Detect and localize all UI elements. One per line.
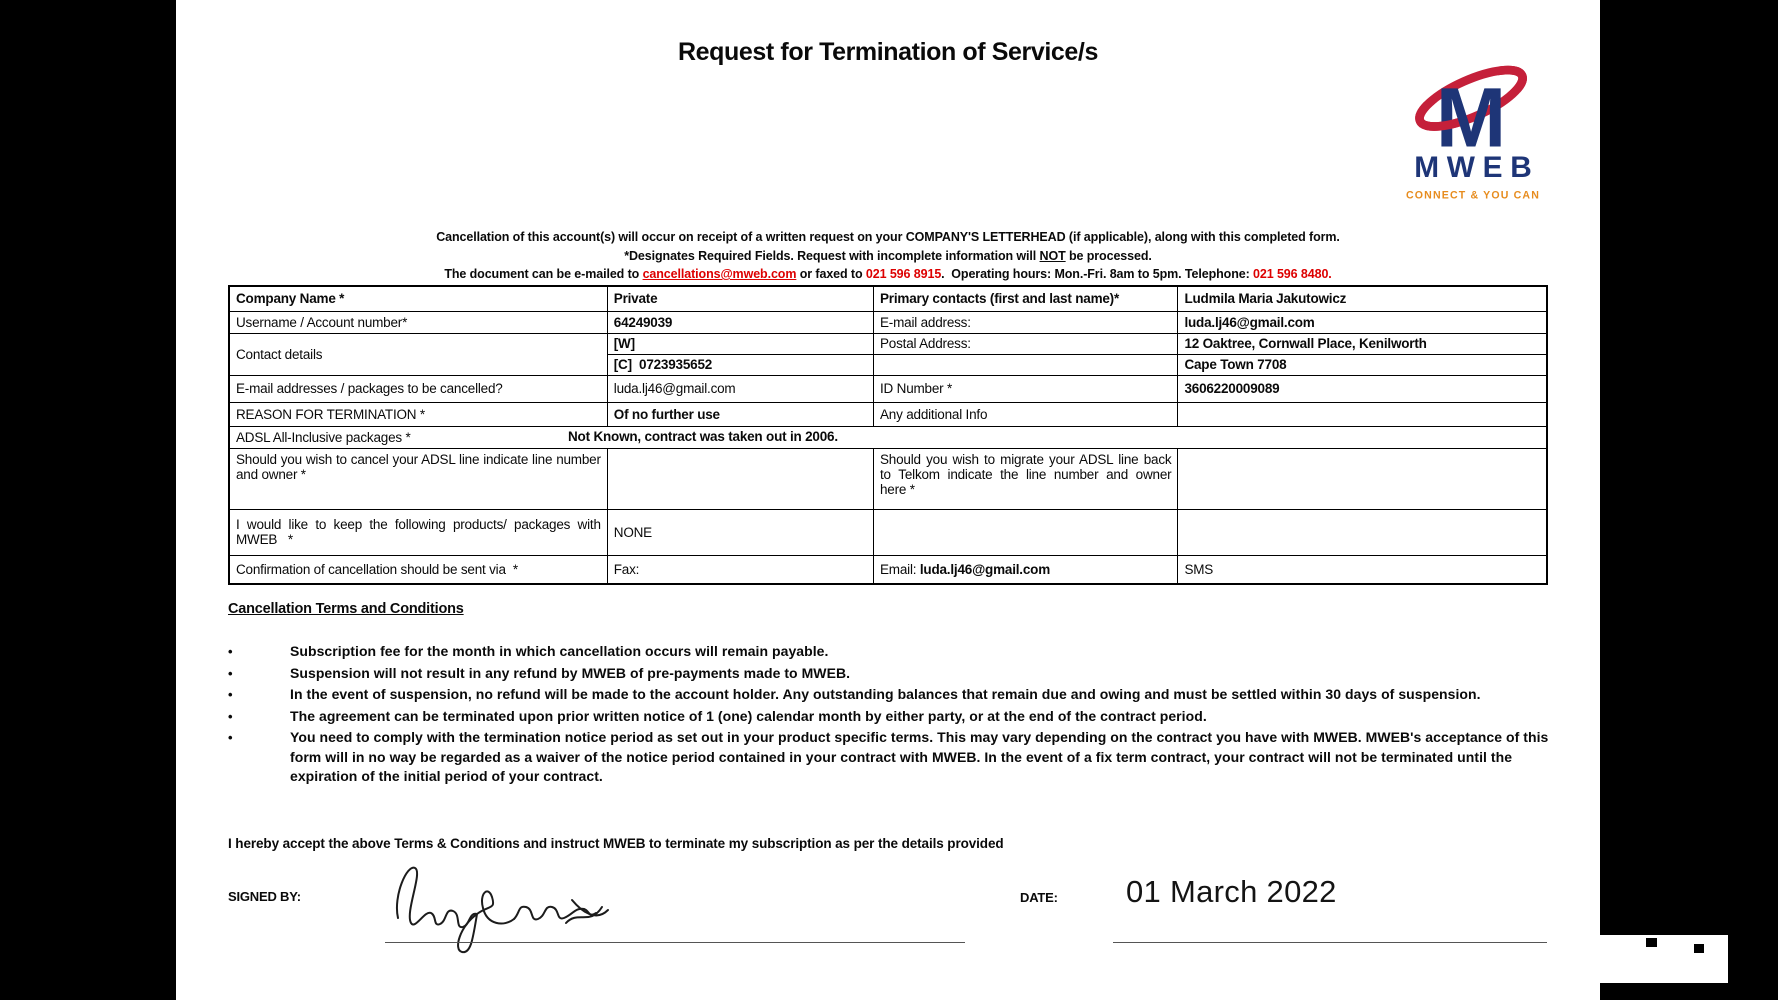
mweb-logo: [1396, 56, 1550, 206]
bullet-icon: •: [228, 730, 233, 745]
terms-bullet-text: Subscription fee for the month in which cancellation occurs will remain payable.: [290, 643, 829, 659]
cell-cancel-adsl-label: Should you wish to cancel your ADSL line indicate line number and owner *: [229, 448, 607, 509]
terms-bullet-text: You need to comply with the termination notice period as set out in your product specific terms. This may vary depending on the contract you have with MWEB. MWEB's acceptance of this form will in no way be regarded as a waiver of the notice period contained in your contract with MWEB. In the event of a fix term contract, your contract will not be terminated until the expiration of the initial period of your contract.: [290, 729, 1549, 784]
cell-confirmation-fax: Fax:: [607, 555, 873, 584]
table-row: [229, 448, 1547, 509]
cell-empty: [874, 509, 1178, 555]
cell-cancel-emails-value: luda.lj46@gmail.com: [607, 375, 873, 402]
logo-brand-text: MWEB: [1414, 151, 1540, 185]
cell-id-number-label: ID Number *: [874, 375, 1178, 402]
intro-line3-seg3: . Operating hours: Mon.-Fri. 8am to 5pm. Telephone:: [941, 267, 1254, 281]
logo-tagline: CONNECT & YOU CAN: [1405, 189, 1541, 202]
table-row: [229, 311, 1547, 333]
signed-by-label: SIGNED BY:: [228, 889, 301, 904]
bullet-icon: •: [228, 687, 233, 702]
terms-bullet-item: [228, 664, 1562, 684]
terms-heading: Cancellation Terms and Conditions: [228, 601, 464, 617]
cell-postal-address-line1: 12 Oaktree, Cornwall Place, Kenilworth: [1178, 333, 1547, 354]
adsl-packages-note: Not Known, contract was taken out in 2006.: [568, 428, 838, 444]
scanned-form-page: [176, 0, 1600, 1000]
intro-line3-seg1: The document can be e-mailed to: [444, 267, 643, 281]
intro-line3-seg2: or faxed to: [796, 267, 866, 281]
cell-cancel-emails-label: E-mail addresses / packages to be cancelled?: [229, 375, 607, 402]
table-row: [229, 402, 1547, 426]
confirmation-email-label: Email:: [880, 561, 920, 577]
cell-reason-label: REASON FOR TERMINATION *: [229, 402, 607, 426]
cell-empty: [1178, 448, 1547, 509]
cell-company-name-value: Private: [607, 286, 873, 311]
terms-bullet-item: [228, 685, 1562, 705]
signature-line: [385, 942, 965, 943]
cell-additional-info-label: Any additional Info: [874, 402, 1178, 426]
intro-line1-text: Cancellation of this account(s) will occur on receipt of a written request on your COMPANY'S LETTERHEAD (if applicable), along with this completed form.: [436, 230, 1340, 244]
cell-migrate-adsl-label: Should you wish to migrate your ADSL line back to Telkom indicate the line number and owner here *: [874, 448, 1178, 509]
cell-postal-address-label: Postal Address:: [874, 333, 1178, 354]
cell-empty: [874, 354, 1178, 375]
cell-empty: [607, 448, 873, 509]
termination-form-table: [228, 285, 1548, 585]
date-line: [1113, 942, 1547, 943]
terms-bullet-text: In the event of suspension, no refund will be made to the account holder. Any outstanding balances that remain due and owing and must be settled within 30 days of suspension.: [290, 686, 1481, 702]
cell-email-label: E-mail address:: [874, 311, 1178, 333]
cell-empty: [1178, 402, 1547, 426]
terms-bullet-text: Suspension will not result in any refund by MWEB of pre-payments made to MWEB.: [290, 664, 851, 681]
cell-confirmation-email: [874, 555, 1178, 584]
cell-adsl-packages: [229, 426, 1547, 448]
acceptance-statement: I hereby accept the above Terms & Conditions and instruct MWEB to terminate my subscription as per the details provided: [228, 836, 1004, 851]
table-row: [229, 555, 1547, 584]
intro-line2-not: NOT: [1039, 248, 1066, 263]
terms-bullet-item: [228, 728, 1562, 787]
cell-username-label: Username / Account number*: [229, 311, 607, 333]
intro-line2-pre: *Designates Required Fields. Request with incomplete information will: [624, 248, 1040, 263]
terms-bullet-item: [228, 707, 1562, 727]
terms-section: [228, 601, 1562, 789]
table-row: [229, 375, 1547, 402]
cell-contact-details-label: Contact details: [229, 333, 607, 375]
intro-line-1: [176, 228, 1600, 247]
cell-reason-value: Of no further use: [607, 402, 873, 426]
cell-keep-products-label: I would like to keep the following products/ packages with MWEB *: [229, 509, 607, 555]
cell-primary-contact-value: Ludmila Maria Jakutowicz: [1178, 286, 1547, 311]
cell-contact-work: [W]: [607, 333, 873, 354]
overlay-fragment: [1600, 935, 1728, 983]
terms-bullet-item: [228, 642, 1562, 662]
bullet-icon: •: [228, 644, 233, 659]
cancellations-email-text: cancellations@mweb.com: [642, 267, 797, 281]
overlay-speck: [1694, 944, 1704, 953]
date-value: 01 March 2022: [1126, 874, 1337, 909]
cell-confirmation-label: Confirmation of cancellation should be sent via *: [229, 555, 607, 584]
table-row: [229, 509, 1547, 555]
fax-number-text: 021 596 8915: [865, 267, 942, 281]
cell-id-number-value: 3606220009089: [1178, 375, 1547, 402]
cell-keep-products-value: NONE: [607, 509, 873, 555]
table-row: [229, 333, 1547, 354]
logo-monogram: M: [1435, 69, 1507, 165]
date-label: DATE:: [1020, 890, 1058, 905]
overlay-speck: [1646, 938, 1657, 947]
confirmation-email-value: luda.lj46@gmail.com: [919, 561, 1051, 577]
table-row: [229, 286, 1547, 311]
cell-company-name-label: Company Name *: [229, 286, 607, 311]
page-title: Request for Termination of Service/s: [678, 38, 1098, 66]
cell-postal-address-line2: Cape Town 7708: [1178, 354, 1547, 375]
adsl-packages-label: ADSL All-Inclusive packages *: [236, 429, 411, 445]
cell-username-value: 64249039: [607, 311, 873, 333]
cell-contact-cell: [C] 0723935652: [607, 354, 873, 375]
intro-line2-post: be processed.: [1065, 248, 1152, 263]
terms-bullet-text: The agreement can be terminated upon prior written notice of 1 (one) calendar month by either party, or at the end of the contract period.: [290, 707, 1207, 724]
bullet-icon: •: [228, 665, 233, 681]
intro-line-2: [176, 247, 1600, 266]
cell-primary-contact-label: Primary contacts (first and last name)*: [874, 286, 1178, 311]
intro-line-3: [176, 265, 1600, 284]
intro-paragraph: [176, 228, 1600, 284]
cell-email-value: luda.lj46@gmail.com: [1178, 311, 1547, 333]
cell-confirmation-sms: SMS: [1178, 555, 1547, 584]
telephone-number-text: 021 596 8480.: [1253, 267, 1332, 281]
bullet-icon: •: [228, 708, 233, 724]
table-row: [229, 426, 1547, 448]
cell-empty: [1178, 509, 1547, 555]
